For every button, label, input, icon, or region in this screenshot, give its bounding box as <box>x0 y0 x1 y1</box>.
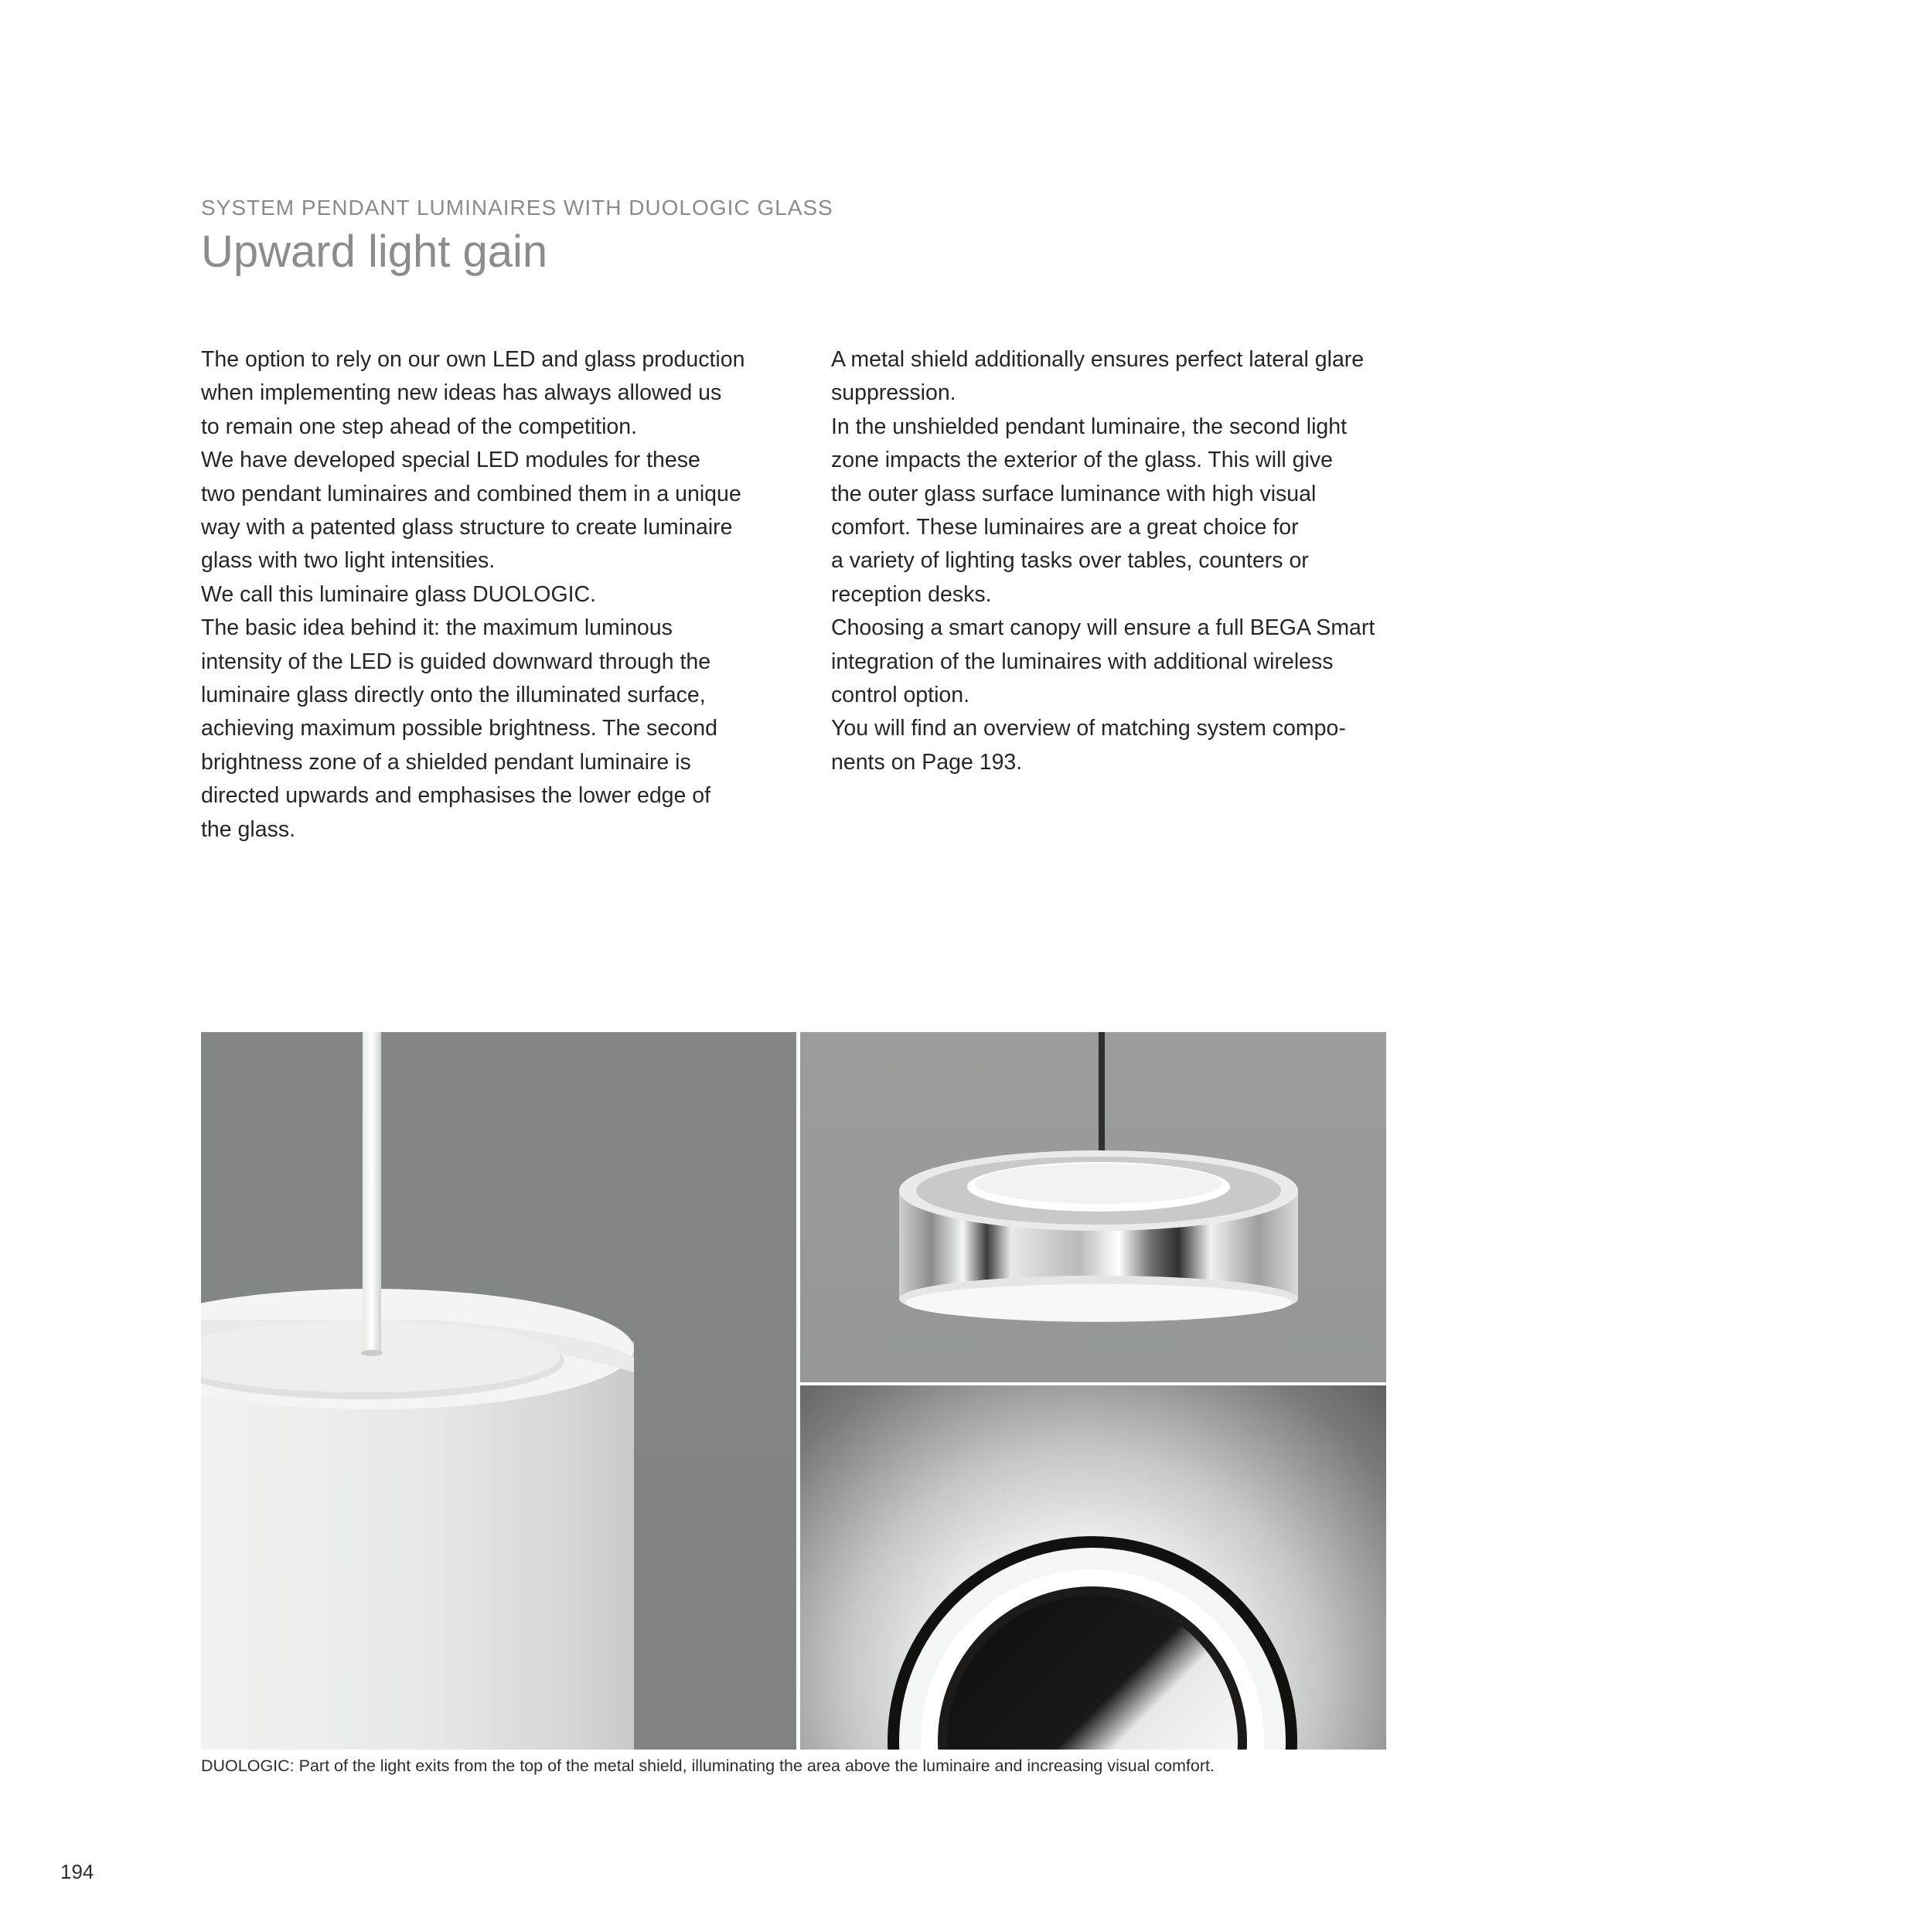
page-title: Upward light gain <box>201 227 548 277</box>
figure-caption: DUOLOGIC: Part of the light exits from the top of the metal shield, illuminating the area above the luminaire and increasing visual comfort. <box>201 1757 1215 1775</box>
cylinder-pendant-illustration <box>201 1032 796 1750</box>
photo-cylinder-pendant <box>201 1032 796 1750</box>
text-line: the outer glass surface luminance with high visual <box>831 481 1317 506</box>
ring-pendant-illustration <box>800 1032 1386 1382</box>
text-line: to remain one step ahead of the competition. <box>201 414 638 439</box>
text-line: glass with two light intensities. <box>201 548 496 574</box>
text-line: control option. <box>831 683 970 708</box>
text-line: comfort. These luminaires are a great choice for <box>831 515 1299 540</box>
text-line: A metal shield additionally ensures perfect lateral glare <box>831 347 1365 372</box>
text-line: the glass. <box>201 816 295 842</box>
text-line: You will find an overview of matching system compo- <box>831 716 1346 741</box>
text-line: In the unshielded pendant luminaire, the second light <box>831 414 1348 439</box>
text-line: directed upwards and emphasises the lower edge of <box>201 783 711 809</box>
text-line: a variety of lighting tasks over tables, counters or <box>831 548 1309 574</box>
text-line: The option to rely on our own LED and glass production <box>201 347 745 372</box>
text-line: The basic idea behind it: the maximum luminous <box>201 615 673 641</box>
text-line: luminaire glass directly onto the illuminated surface, <box>201 683 706 708</box>
text-line: achieving maximum possible brightness. The second <box>201 716 717 741</box>
text-line: zone impacts the exterior of the glass. This will give <box>831 448 1333 473</box>
text-line: brightness zone of a shielded pendant luminaire is <box>201 749 691 775</box>
text-line: Choosing a smart canopy will ensure a full BEGA Smart <box>831 615 1375 641</box>
text-line: way with a patented glass structure to create luminaire <box>201 515 733 540</box>
text-line: reception desks. <box>831 581 992 607</box>
page-number: 194 <box>60 1860 94 1883</box>
text-line: suppression. <box>831 380 956 406</box>
text-line: nents on Page 193. <box>831 749 1023 775</box>
ring-underside-illustration <box>800 1385 1386 1750</box>
text-column-right <box>831 343 1403 779</box>
section-eyebrow: SYSTEM PENDANT LUMINAIRES WITH DUOLOGIC GLASS <box>201 196 833 220</box>
photo-ring-pendant <box>800 1032 1386 1382</box>
text-line: intensity of the LED is guided downward through the <box>201 649 711 674</box>
text-column-left <box>201 343 773 847</box>
text-line: integration of the luminaires with additional wireless <box>831 649 1334 674</box>
text-line: two pendant luminaires and combined them in a unique <box>201 481 741 506</box>
text-line: We call this luminaire glass DUOLOGIC. <box>201 581 597 607</box>
text-line: We have developed special LED modules for these <box>201 448 700 473</box>
photo-ring-underside <box>800 1385 1386 1750</box>
text-line: when implementing new ideas has always allowed us <box>201 380 722 406</box>
